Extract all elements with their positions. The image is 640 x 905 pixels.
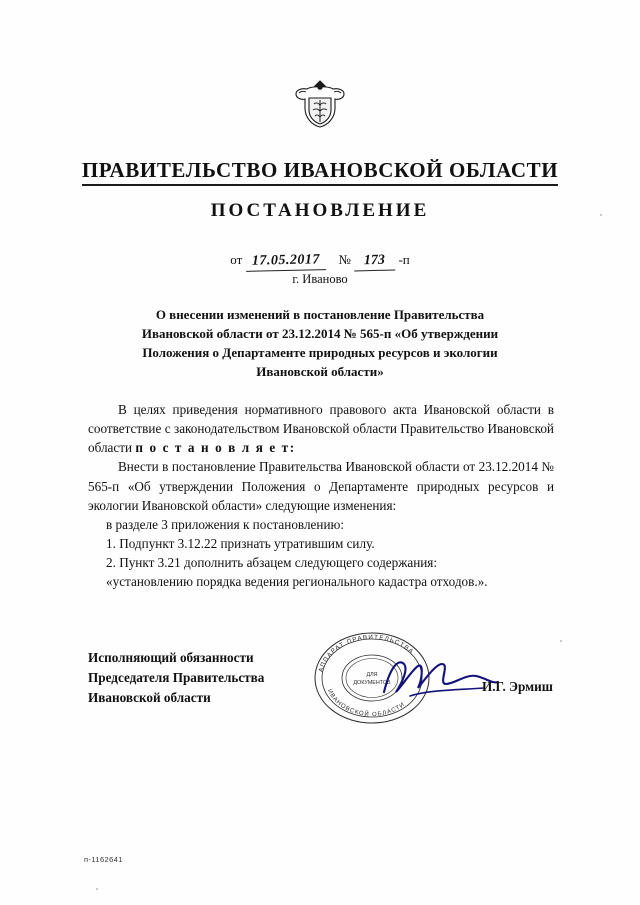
svg-text:ДОКУМЕНТОВ: ДОКУМЕНТОВ <box>353 680 391 686</box>
document-type-title: ПОСТАНОВЛЕНИЕ <box>210 200 430 221</box>
signature-title-line-1: Исполняющий обязанности <box>88 650 254 665</box>
date-label: от <box>230 252 243 267</box>
document-subject <box>96 306 544 381</box>
subject-line-1: О внесении изменений в постановление Правительства <box>155 307 485 322</box>
emblem-container <box>0 78 640 135</box>
government-title-text: ПРАВИТЕЛЬСТВО ИВАНОВСКОЙ ОБЛАСТИ <box>82 158 558 186</box>
subject-line-3: Положения о Департаменте природных ресурсов и экологии <box>142 344 498 360</box>
signature-title <box>88 648 264 707</box>
scan-speck <box>600 214 602 216</box>
body-item-1: 1. Подпункт 3.12.22 признать утратившим силу. <box>106 535 375 551</box>
document-body <box>88 400 554 591</box>
number-suffix: -п <box>398 252 410 267</box>
signatory-name: И.Г. Эрмиш <box>482 679 553 694</box>
footer-document-code: п-1162641 <box>84 855 123 864</box>
body-paragraph-3: в разделе 3 приложения к постановлению: <box>106 516 345 532</box>
body-quote: «установлению порядка ведения регионального кадастра отходов.». <box>106 574 488 590</box>
number-value: 173 <box>354 252 395 271</box>
scan-speck <box>560 640 562 642</box>
body-p1-text: В целях приведения нормативного правового акта Ивановской области в соответствие с законодательством Ивановской области Правительство Ивановской области <box>88 402 554 456</box>
body-p1-bold: п о с т а н о в л я е т: <box>135 440 296 456</box>
body-paragraph-1 <box>88 400 554 457</box>
scan-speck <box>96 888 98 890</box>
signature-title-line-3: Ивановской области <box>88 689 211 705</box>
coat-of-arms-icon <box>287 78 353 130</box>
svg-text:ДЛЯ: ДЛЯ <box>366 672 378 678</box>
city-label: г. Иваново <box>292 272 348 286</box>
date-number-line <box>0 252 640 271</box>
body-item-2: 2. Пункт 3.21 дополнить абзацем следующего содержания: <box>106 555 438 571</box>
subject-line-2: Ивановской области от 23.12.2014 № 565-п «Об утверждении <box>141 325 499 341</box>
body-paragraph-2: Внести в постановление Правительства Ивановской области от 23.12.2014 № 565-п «Об утверждении Положения о Департаменте природных ресурсов и экологии Ивановской области» следующие изменения: <box>88 459 554 513</box>
date-value: 17.05.2017 <box>245 252 325 272</box>
subject-line-4: Ивановской области» <box>256 363 384 379</box>
svg-text:АППАРАТ ПРАВИТЕЛЬСТВА: АППАРАТ ПРАВИТЕЛЬСТВА <box>317 633 416 673</box>
number-label: № <box>338 252 351 267</box>
government-title <box>0 158 640 183</box>
svg-text:ИВАНОВСКОЙ ОБЛАСТИ: ИВАНОВСКОЙ ОБЛАСТИ <box>325 688 407 719</box>
signature-title-line-2: Председателя Правительства <box>88 669 265 685</box>
